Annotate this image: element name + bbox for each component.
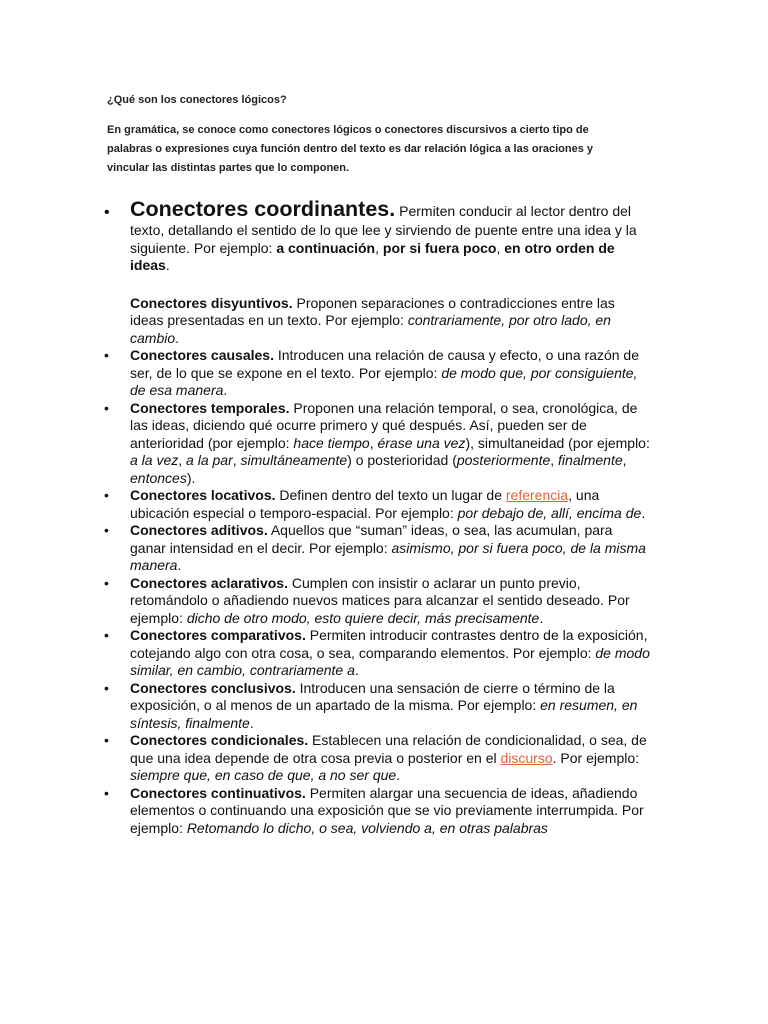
item-text: , una ubicación especial o temporo-espacial. Por ejemplo: xyxy=(130,487,600,521)
item-text: Cumplen con insistir o aclarar un punto previo, retomándolo o añadiendo nuevos matices para alcanzar el sentido deseado. Por ejemplo: xyxy=(130,574,630,626)
item-example: hace tiempo xyxy=(293,434,370,451)
item-end: . xyxy=(177,557,182,573)
list-item-aditivos xyxy=(0,522,650,575)
item-end: . xyxy=(223,382,228,398)
bullet-icon: • xyxy=(104,574,109,591)
item-example: a la vez xyxy=(130,452,179,468)
list-item-condicionales xyxy=(0,732,650,785)
bullet-icon: • xyxy=(104,627,109,643)
item-end: . xyxy=(396,767,401,783)
bullet-icon: • xyxy=(104,487,109,503)
item-title: Conectores temporales. xyxy=(130,399,290,416)
item-text: Proponen una relación temporal, o sea, cronológica, de las ideas, diciendo qué ocurre primero y qué después. Así, pueden ser de anterioridad (por ejemplo: xyxy=(130,399,638,451)
item-end: ). xyxy=(186,469,196,486)
intro-paragraph: En gramática, se conoce como conectores lógicos o conectores discursivos a cierto tipo de palabras o expresiones cuya función dentro del texto es dar relación lógica a las oraciones y vincular las distintas partes que lo componen. xyxy=(107,124,594,174)
item-example: de modo que, por consiguiente, de esa manera xyxy=(130,364,638,398)
bullet-icon: • xyxy=(104,204,110,221)
item-title: Conectores causales. xyxy=(130,347,274,363)
item-sep: , xyxy=(232,452,241,468)
item-title: Conectores comparativos. xyxy=(130,627,306,643)
item-example: Retomando lo dicho, o sea, volviendo a, en otras palabras xyxy=(186,819,548,836)
item-title: Conectores disyuntivos. xyxy=(130,294,293,311)
item-end: . xyxy=(354,662,359,678)
item-sep: , xyxy=(550,452,559,468)
item-example: a continuación xyxy=(276,239,376,256)
bullet-icon: • xyxy=(104,522,109,538)
list-item-temporales xyxy=(0,400,650,488)
item-example: érase una vez xyxy=(377,434,466,451)
item-title: Conectores continuativos. xyxy=(130,784,306,801)
item-example: asimismo, por si fuera poco, de la misma manera xyxy=(130,539,646,573)
bullet-icon: • xyxy=(104,784,109,801)
item-end: . xyxy=(249,714,254,731)
list-item-aclarativos xyxy=(0,575,650,628)
item-example: siempre que, en caso de que, a no ser que xyxy=(130,767,397,783)
item-example: por si fuera poco xyxy=(382,239,497,256)
list-item-coordinantes xyxy=(0,196,650,275)
discurso-link[interactable]: discurso xyxy=(500,749,553,766)
item-text: Permiten conducir al lector dentro del texto, detallando el sentido de lo que lee y sirviendo de puente entre una idea y la siguiente. Por ejemplo: xyxy=(130,203,637,256)
item-example: posteriormente xyxy=(456,452,551,468)
bullet-icon: • xyxy=(104,732,109,748)
item-end: . xyxy=(539,609,544,626)
item-sep: , xyxy=(369,434,378,451)
intro-question: ¿Qué son los conectores lógicos? xyxy=(107,94,287,106)
item-example: simultáneamente xyxy=(240,452,348,468)
item-title: Conectores coordinantes. xyxy=(130,197,396,221)
item-sep: , xyxy=(496,239,505,256)
referencia-link[interactable]: referencia xyxy=(505,487,569,503)
item-text: Introducen una relación de causa y efecto, o una razón de ser, de lo que se expone en el texto. Por ejemplo: xyxy=(130,347,639,381)
item-text: Establecen una relación de condicionalidad, o sea, de que una idea depende de otra cosa previa o posterior en el xyxy=(130,732,647,766)
item-end: . xyxy=(641,504,646,521)
item-sep: , xyxy=(622,452,627,468)
item-example: por debajo de, allí, encima de xyxy=(457,504,642,521)
list-item-continuativos xyxy=(0,785,650,838)
item-text: Definen dentro del texto un lugar de xyxy=(275,487,506,503)
item-end: . xyxy=(175,329,180,346)
item-title: Conectores condicionales. xyxy=(130,732,309,748)
item-example: dicho de otro modo, esto quiere decir, más precisamente xyxy=(186,609,540,626)
item-example: finalmente xyxy=(558,452,623,468)
bullet-icon: • xyxy=(104,399,109,416)
item-text: Aquellos que “suman” ideas, o sea, las acumulan, para ganar intensidad en el decir. Por ejemplo: xyxy=(130,522,613,556)
item-title: Conectores locativos. xyxy=(130,487,276,503)
list-item-conclusivos xyxy=(0,680,650,733)
item-title: Conectores conclusivos. xyxy=(130,679,296,696)
item-text: ) o posterioridad ( xyxy=(347,452,457,468)
item-text: Proponen separaciones o contradicciones entre las ideas presentadas en un texto. Por ejemplo: xyxy=(130,294,615,328)
item-title: Conectores aditivos. xyxy=(130,522,268,538)
item-example: contrariamente, por otro lado, en cambio xyxy=(130,312,611,346)
list-item-causales xyxy=(0,347,650,400)
item-title: Conectores aclarativos. xyxy=(130,574,288,591)
item-text: . Por ejemplo: xyxy=(552,749,640,766)
item-text: ), simultaneidad (por ejemplo: xyxy=(465,434,650,451)
item-example: de modo similar, en cambio, contrariamente a xyxy=(130,644,650,678)
connectors-list xyxy=(0,196,768,837)
list-item-locativos xyxy=(0,487,650,522)
item-text: Permiten alargar una secuencia de ideas, añadiendo elementos o continuando una exposición que se vio previamente interrumpida. Por ejemplo: xyxy=(130,784,644,836)
item-sep: , xyxy=(178,452,187,468)
bullet-icon: • xyxy=(104,679,109,696)
item-example: entonces xyxy=(130,469,187,486)
item-text: Introducen una sensación de cierre o término de la exposición, o al menos de un apartado de la misma. Por ejemplo: xyxy=(130,679,615,713)
item-sep: , xyxy=(375,239,383,256)
item-example: en otro orden de ideas xyxy=(130,239,615,273)
list-item-comparativos xyxy=(0,627,650,680)
item-end: . xyxy=(165,257,170,273)
bullet-icon: • xyxy=(104,347,109,363)
item-example: en resumen, en síntesis, finalmente xyxy=(130,697,638,731)
item-example: a la par xyxy=(186,452,233,468)
list-item-disyuntivos xyxy=(0,275,650,348)
item-text: Permiten introducir contrastes dentro de la exposición, cotejando algo con otra cosa, o sea, comparando elementos. Por ejemplo: xyxy=(130,627,648,661)
